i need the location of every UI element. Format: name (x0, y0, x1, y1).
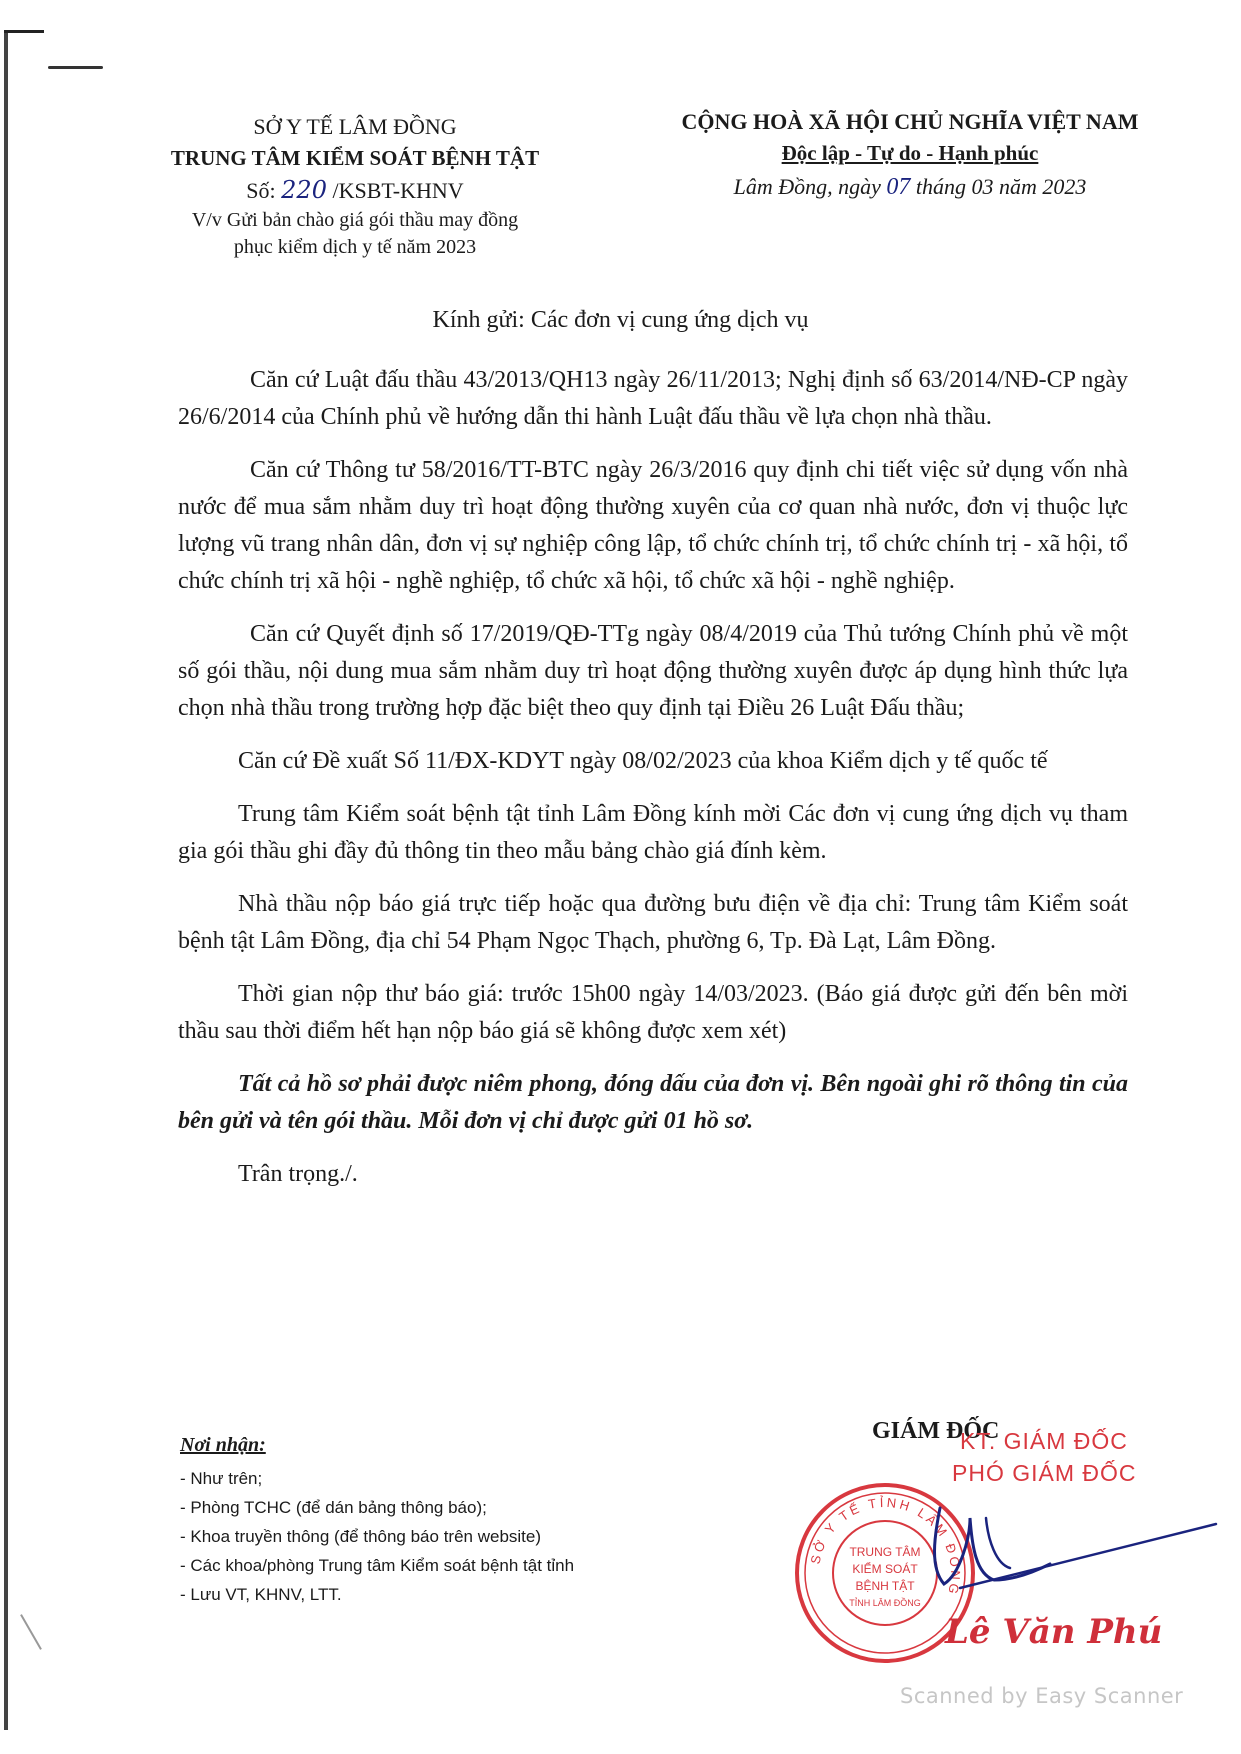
scan-mark (48, 66, 103, 69)
handwritten-signature (900, 1488, 1220, 1598)
number-prefix: Số: (246, 178, 276, 203)
number-handwritten: 220 (281, 176, 327, 204)
receiver-item: - Như trên; (180, 1469, 263, 1488)
director-title: GIÁM ĐỐC (872, 1418, 1000, 1444)
stamp-deputy-director: PHÓ GIÁM ĐỐC (952, 1460, 1137, 1486)
seal-line-2: KIỂM SOÁT (852, 1562, 918, 1576)
motto: Độc lập - Tự do - Hạnh phúc (781, 141, 1039, 165)
seal-line-3: BỆNH TẬT (855, 1579, 915, 1593)
scan-edge (4, 30, 8, 1730)
receivers-block (180, 1430, 700, 1609)
paragraph: Căn cứ Thông tư 58/2016/TT-BTC ngày 26/3/2016 quy định chi tiết việc sử dụng vốn nhà nước để mua sắm nhằm duy trì hoạt động thường xuyên của cơ quan nhà nước, đơn vị thuộc lực lượng vũ trang nhân dân, đơn vị sự nghiệp công lập, tổ chức chính trị, tổ chức chính trị - xã hội, tổ chức chính trị xã hội - nghề nghiệp, tổ chức xã hội, tổ chức xã hội - nghề nghiệp. (178, 457, 1128, 594)
stamp-kt-director: KT. GIÁM ĐỐC (960, 1428, 1128, 1454)
receiver-item: - Các khoa/phòng Trung tâm Kiểm soát bệnh tật tỉnh (180, 1556, 575, 1575)
scan-artifact (20, 1614, 42, 1650)
document-number (125, 174, 585, 207)
paragraph: Căn cứ Đề xuất Số 11/ĐX-KDYT ngày 08/02/2023 của khoa Kiểm dịch y tế quốc tế (238, 748, 1048, 774)
signer-name: Lê Văn Phú (945, 1612, 1163, 1652)
seal-line-1: TRUNG TÂM (849, 1545, 921, 1559)
date-prefix: Lâm Đồng, ngày (733, 174, 881, 199)
date-line (630, 170, 1190, 204)
paragraph: Trung tâm Kiểm soát bệnh tật tỉnh Lâm Đồng kính mời Các đơn vị cung ứng dịch vụ tham gia gói thầu ghi đầy đủ thông tin theo mẫu bảng chào giá đính kèm. (178, 801, 1128, 864)
paragraph: Căn cứ Quyết định số 17/2019/QĐ-TTg ngày 08/4/2019 của Thủ tướng Chính phủ về một số gói thầu, nội dung mua sắm nhằm duy trì hoạt động thường xuyên được áp dụng hình thức lựa chọn nhà thầu trong trường hợp đặc biệt theo quy định tại Điều 26 Luật Đấu thầu; (178, 621, 1128, 721)
number-suffix: /KSBT-KHNV (332, 178, 464, 203)
nation-title: CỘNG HOÀ XÃ HỘI CHỦ NGHĨA VIỆT NAM (681, 109, 1139, 134)
paragraph: Thời gian nộp thư báo giá: trước 15h00 ngày 14/03/2023. (Báo giá được gửi đến bên mời thầu sau thời điểm hết hạn nộp báo giá sẽ không được xem xét) (178, 981, 1128, 1044)
scan-edge-top (4, 30, 44, 33)
date-day: 07 (886, 174, 911, 200)
receiver-item: - Phòng TCHC (để dán bảng thông báo); (180, 1498, 487, 1517)
subject-line-2: phục kiểm dịch y tế năm 2023 (233, 236, 477, 258)
paragraph: Nhà thầu nộp báo giá trực tiếp hoặc qua đường bưu điện về địa chỉ: Trung tâm Kiểm soát bệnh tật Lâm Đồng, địa chỉ 54 Phạm Ngọc Thạch, phường 6, Tp. Đà Lạt, Lâm Đồng. (178, 891, 1128, 954)
receiver-item: - Lưu VT, KHNV, LTT. (180, 1585, 342, 1604)
closing: Trân trọng./. (238, 1161, 358, 1187)
issuer-header (125, 112, 585, 261)
nation-header (630, 106, 1190, 204)
agency-name: SỞ Y TẾ LÂM ĐỒNG (253, 114, 457, 139)
seal-line-4: TỈNH LÂM ĐỒNG (849, 1598, 921, 1608)
letter-body (178, 362, 1128, 1193)
receiver-item: - Khoa truyền thông (để thông báo trên website) (180, 1527, 542, 1546)
recipient-line: Kính gửi: Các đơn vị cung ứng dịch vụ (432, 307, 809, 333)
receivers-title: Nơi nhận: (180, 1434, 266, 1456)
date-suffix: tháng 03 năm 2023 (915, 174, 1087, 199)
paragraph: Căn cứ Luật đấu thầu 43/2013/QH13 ngày 26/11/2013; Nghị định số 63/2014/NĐ-CP ngày 26/6/2014 của Chính phủ về hướng dẫn thi hành Luật đấu thầu về lựa chọn nhà thầu. (178, 367, 1128, 430)
scanner-watermark: Scanned by Easy Scanner (900, 1684, 1184, 1708)
center-name: TRUNG TÂM KIỂM SOÁT BỆNH TẬT (170, 146, 540, 170)
seal-ring-text: SỞ Y TẾ TỈNH LÂM ĐỒNG (807, 1494, 964, 1599)
emphasis-paragraph: Tất cả hồ sơ phải được niêm phong, đóng dấu của đơn vị. Bên ngoài ghi rõ thông tin của bên gửi và tên gói thầu. Mỗi đơn vị chỉ được gửi 01 hồ sơ. (178, 1071, 1128, 1134)
subject-line-1: V/v Gửi bản chào giá gói thầu may đồng (191, 209, 519, 231)
receivers-list (180, 1464, 700, 1609)
